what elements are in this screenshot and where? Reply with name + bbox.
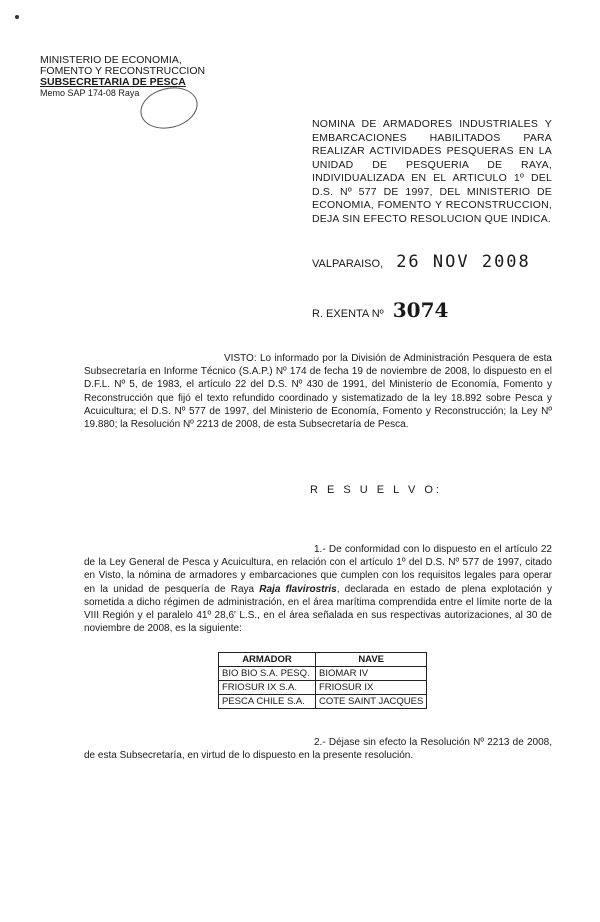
- table-row: [219, 695, 427, 709]
- resolution-label: R. EXENTA Nº: [312, 308, 384, 320]
- table-row: [219, 681, 427, 695]
- point-1-text-end: , declarada en estado de plena explotación y sometida a dicho régimen de administración, en el área marítima comprendida entre el límite norte de la VIII Región y el paralelo 41º 28,6' L.S., en el área señalada en sus respectivas autorizaciones, al 30 de noviembre de 2008, es la siguiente:: [84, 583, 552, 635]
- visto-paragraph: VISTO: Lo informado por la División de Administración Pesquera de esta Subsecretaría en Informe Técnico (S.A.P.) Nº 174 de fecha 19 de noviembre de 2008, lo dispuesto en el D.F.L. Nº 5, de 1983, el artículo 22 del D.S. Nº 430 de 1991, del Ministerio de Economía, Fomento y Reconstrucción que fijó el texto refundido coordinado y sistematizado de la ley 18.892 sobre Pesca y Acuicultura; el D.S. Nº 577 de 1997, del Ministerio de Economía, Fomento y Reconstrucción; la Ley Nº 19.880; la Resolución Nº 2213 de 2008, de esta Subsecretaría de Pesca.: [84, 353, 552, 431]
- scan-mark: [15, 15, 19, 19]
- letterhead-ministry: MINISTERIO DE ECONOMIA,: [40, 54, 182, 66]
- letterhead-memo: Memo SAP 174-08 Raya: [40, 88, 140, 98]
- column-header-armador: ARMADOR: [219, 653, 316, 667]
- nave-cell: BIOMAR IV: [316, 667, 427, 681]
- point-1-text: 1.- De conformidad con lo dispuesto en el artículo 22 de la Ley General de Pesca y Acuicultura, en relación con el artículo 1º del D.S. Nº 577 de 1997, citado en Visto, la nómina de armadores y embarcaciones que cumplen con los requisitos legales para operar en la unidad de pesquería de Raya: [84, 544, 552, 595]
- point-2-paragraph: 2.- Déjase sin efecto la Resolución Nº 2213 de 2008, de esta Subsecretaría, en virtud de lo dispuesto en la presente resolución.: [84, 737, 552, 762]
- letterhead-subsecretaria: SUBSECRETARIA DE PESCA: [40, 76, 186, 88]
- point-1-paragraph: [84, 543, 552, 635]
- armador-cell: FRIOSUR IX S.A.: [219, 681, 316, 695]
- letterhead: [40, 55, 220, 99]
- date-line: [312, 252, 531, 272]
- letterhead-ministry-2: FOMENTO Y RECONSTRUCCION: [40, 65, 206, 77]
- document-title: NOMINA DE ARMADORES INDUSTRIALES Y EMBARCACIONES HABILITADOS PARA REALIZAR ACTIVIDADES PESQUERAS EN LA UNIDAD DE PESQUERIA DE RAYA, INDIVIDUALIZADA EN EL ARTICULO 1º DEL D.S. Nº 577 DE 1997, DEL MINISTERIO DE ECONOMIA, FOMENTO Y RECONSTRUCCION, DEJA SIN EFECTO RESOLUCION QUE INDICA.: [312, 118, 552, 225]
- date-value: 26 NOV 2008: [396, 252, 531, 272]
- resolution-line: [312, 298, 448, 322]
- table-row: [219, 667, 427, 681]
- date-place: VALPARAISO,: [312, 258, 384, 270]
- armador-cell: PESCA CHILE S.A.: [219, 695, 316, 709]
- table-header-row: [219, 653, 427, 667]
- nave-cell: COTE SAINT JACQUES: [316, 695, 427, 709]
- column-header-nave: NAVE: [316, 653, 427, 667]
- armadores-table: [218, 652, 427, 709]
- species-name: Raja flavirostris: [259, 583, 337, 595]
- resuelvo-heading: R E S U E L V O:: [310, 484, 442, 496]
- nave-cell: FRIOSUR IX: [316, 681, 427, 695]
- resolution-number: 3074: [392, 298, 449, 322]
- armador-cell: BIO BIO S.A. PESQ.: [219, 667, 316, 681]
